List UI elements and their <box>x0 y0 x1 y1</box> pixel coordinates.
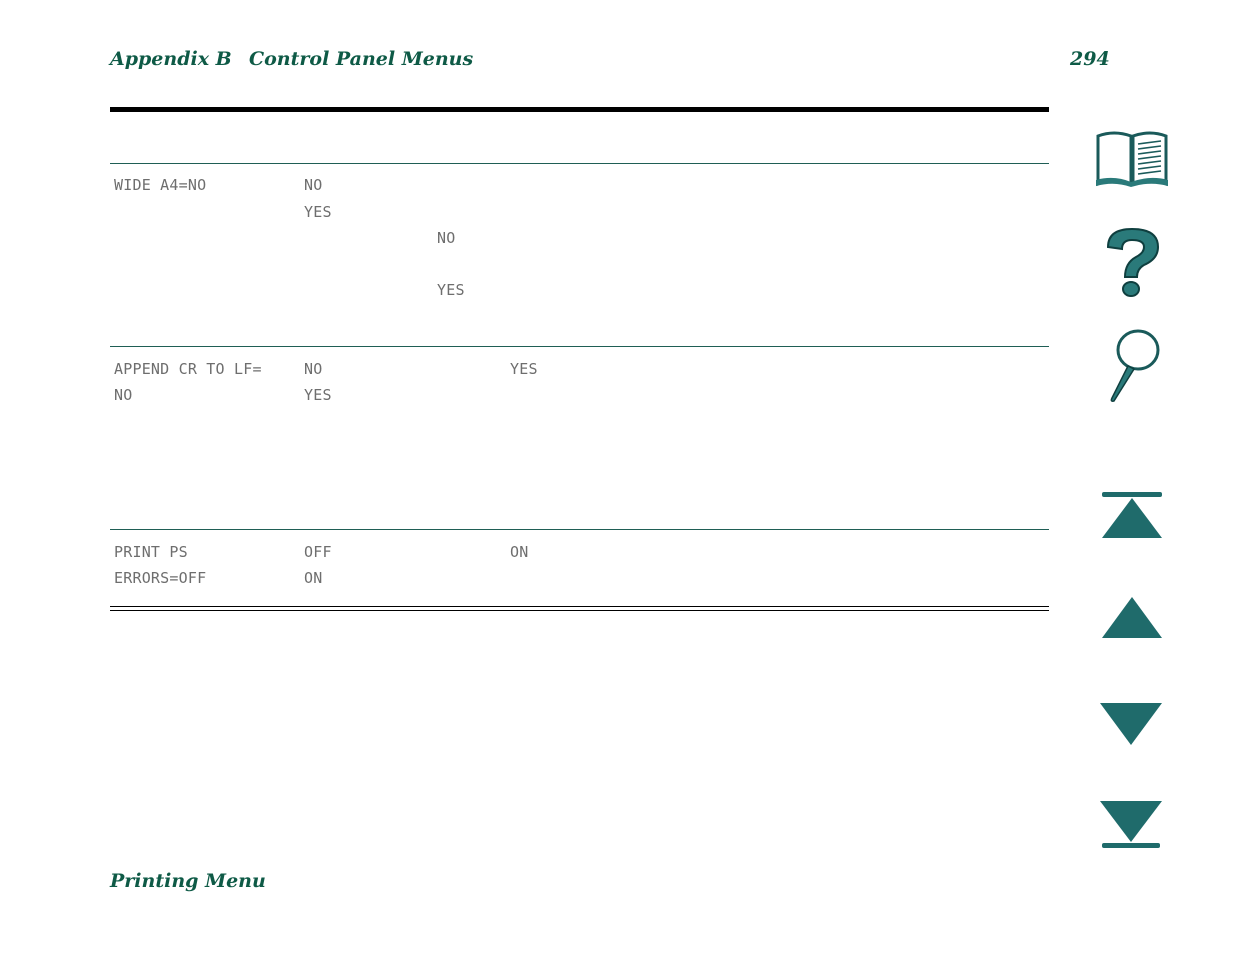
row-item-label: PRINT PS <box>114 543 188 561</box>
footer-section-title: Printing Menu <box>110 870 266 892</box>
last-page-icon[interactable] <box>1098 798 1164 850</box>
row-value: NO <box>304 176 323 194</box>
row-item-label: APPEND CR TO LF= <box>114 360 262 378</box>
question-mark-icon[interactable] <box>1100 225 1164 300</box>
row-item-label: WIDE A4=NO <box>114 176 207 194</box>
header-appendix-label: Appendix B <box>110 48 232 70</box>
row-value: YES <box>304 386 332 404</box>
row-explanation-value: NO <box>437 229 456 247</box>
row-item-label: NO <box>114 386 133 404</box>
row-value: ON <box>304 569 323 587</box>
previous-page-icon[interactable] <box>1100 595 1164 641</box>
row-divider <box>110 529 1049 530</box>
row-item-label: ERRORS=OFF <box>114 569 207 587</box>
row-divider <box>110 163 1049 164</box>
row-explanation-value: ON <box>510 543 529 561</box>
row-explanation-value: YES <box>437 281 465 299</box>
table-bottom-rule <box>110 610 1049 611</box>
header-section-title: Control Panel Menus <box>249 48 474 70</box>
page-number: 294 <box>1070 48 1110 70</box>
magnifier-icon[interactable] <box>1104 328 1164 404</box>
header-rule <box>110 107 1049 112</box>
book-icon[interactable] <box>1094 128 1170 188</box>
row-divider <box>110 346 1049 347</box>
table-bottom-rule <box>110 606 1049 607</box>
row-explanation-value: YES <box>510 360 538 378</box>
row-value: NO <box>304 360 323 378</box>
row-value: OFF <box>304 543 332 561</box>
row-value: YES <box>304 203 332 221</box>
next-page-icon[interactable] <box>1098 700 1164 748</box>
first-page-icon[interactable] <box>1100 490 1164 542</box>
